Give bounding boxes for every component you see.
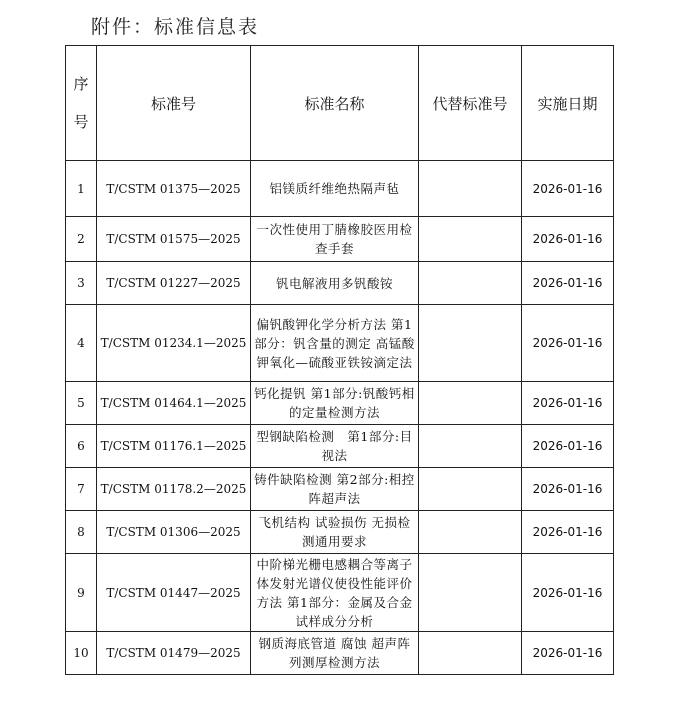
row-date: 2026-01-16 <box>522 262 614 305</box>
table-row <box>66 468 614 511</box>
row-date: 2026-01-16 <box>522 632 614 675</box>
row-date: 2026-01-16 <box>522 217 614 262</box>
row-date: 2026-01-16 <box>522 468 614 511</box>
table-row <box>66 262 614 305</box>
table-row <box>66 305 614 382</box>
row-std-no: T/CSTM 01176.1—2025 <box>97 425 251 468</box>
attachment-title: 附件：标准信息表 <box>91 16 260 38</box>
header-std-no: 标准号 <box>97 46 251 161</box>
header-row <box>66 46 614 161</box>
row-std-name: 飞机结构 试验损伤 无损检测通用要求 <box>251 511 419 554</box>
row-replaced <box>419 511 522 554</box>
row-std-name: 偏钒酸钾化学分析方法 第1部分：钒含量的测定 高锰酸钾氧化—硫酸亚铁铵滴定法 <box>251 305 419 382</box>
header-effective-date: 实施日期 <box>522 46 614 161</box>
row-std-no: T/CSTM 01375—2025 <box>97 161 251 217</box>
row-date: 2026-01-16 <box>522 382 614 425</box>
table-row <box>66 511 614 554</box>
row-std-no: T/CSTM 01227—2025 <box>97 262 251 305</box>
row-replaced <box>419 554 522 632</box>
row-std-name: 铝镁质纤维绝热隔声毡 <box>251 161 419 217</box>
row-seq: 8 <box>66 511 97 554</box>
header-seq-bottom: 号 <box>73 113 89 131</box>
table-row <box>66 632 614 675</box>
row-seq: 9 <box>66 554 97 632</box>
row-replaced <box>419 161 522 217</box>
row-std-name: 铸件缺陷检测 第2部分:相控阵超声法 <box>251 468 419 511</box>
row-std-name: 钢质海底管道 腐蚀 超声阵列测厚检测方法 <box>251 632 419 675</box>
header-seq-top: 序 <box>73 75 89 93</box>
table-row <box>66 554 614 632</box>
table-row <box>66 161 614 217</box>
row-std-name: 型钢缺陷检测 第1部分:目视法 <box>251 425 419 468</box>
row-std-no: T/CSTM 01464.1—2025 <box>97 382 251 425</box>
row-replaced <box>419 305 522 382</box>
row-replaced <box>419 217 522 262</box>
row-seq: 6 <box>66 425 97 468</box>
standards-table <box>65 45 614 675</box>
row-std-no: T/CSTM 01306—2025 <box>97 511 251 554</box>
row-date: 2026-01-16 <box>522 554 614 632</box>
row-seq: 5 <box>66 382 97 425</box>
row-replaced <box>419 425 522 468</box>
row-std-name: 一次性使用丁腈橡胶医用检查手套 <box>251 217 419 262</box>
row-date: 2026-01-16 <box>522 425 614 468</box>
row-std-no: T/CSTM 01178.2—2025 <box>97 468 251 511</box>
row-date: 2026-01-16 <box>522 305 614 382</box>
row-std-name: 中阶梯光栅电感耦合等离子体发射光谱仪使役性能评价方法 第1部分：金属及合金试样成分分析 <box>251 554 419 632</box>
row-replaced <box>419 382 522 425</box>
row-std-no: T/CSTM 01479—2025 <box>97 632 251 675</box>
row-std-name: 钙化提钒 第1部分:钒酸钙相的定量检测方法 <box>251 382 419 425</box>
row-std-name: 钒电解液用多钒酸铵 <box>251 262 419 305</box>
table-row <box>66 217 614 262</box>
row-std-no: T/CSTM 01447—2025 <box>97 554 251 632</box>
header-seq <box>66 46 97 161</box>
header-replaced: 代替标准号 <box>419 46 522 161</box>
row-seq: 4 <box>66 305 97 382</box>
row-date: 2026-01-16 <box>522 511 614 554</box>
table-row <box>66 382 614 425</box>
table-row <box>66 425 614 468</box>
row-seq: 10 <box>66 632 97 675</box>
row-date: 2026-01-16 <box>522 161 614 217</box>
row-seq: 3 <box>66 262 97 305</box>
row-replaced <box>419 262 522 305</box>
header-std-name: 标准名称 <box>251 46 419 161</box>
row-replaced <box>419 468 522 511</box>
row-replaced <box>419 632 522 675</box>
row-std-no: T/CSTM 01234.1—2025 <box>97 305 251 382</box>
row-seq: 1 <box>66 161 97 217</box>
row-seq: 7 <box>66 468 97 511</box>
row-seq: 2 <box>66 217 97 262</box>
row-std-no: T/CSTM 01575—2025 <box>97 217 251 262</box>
